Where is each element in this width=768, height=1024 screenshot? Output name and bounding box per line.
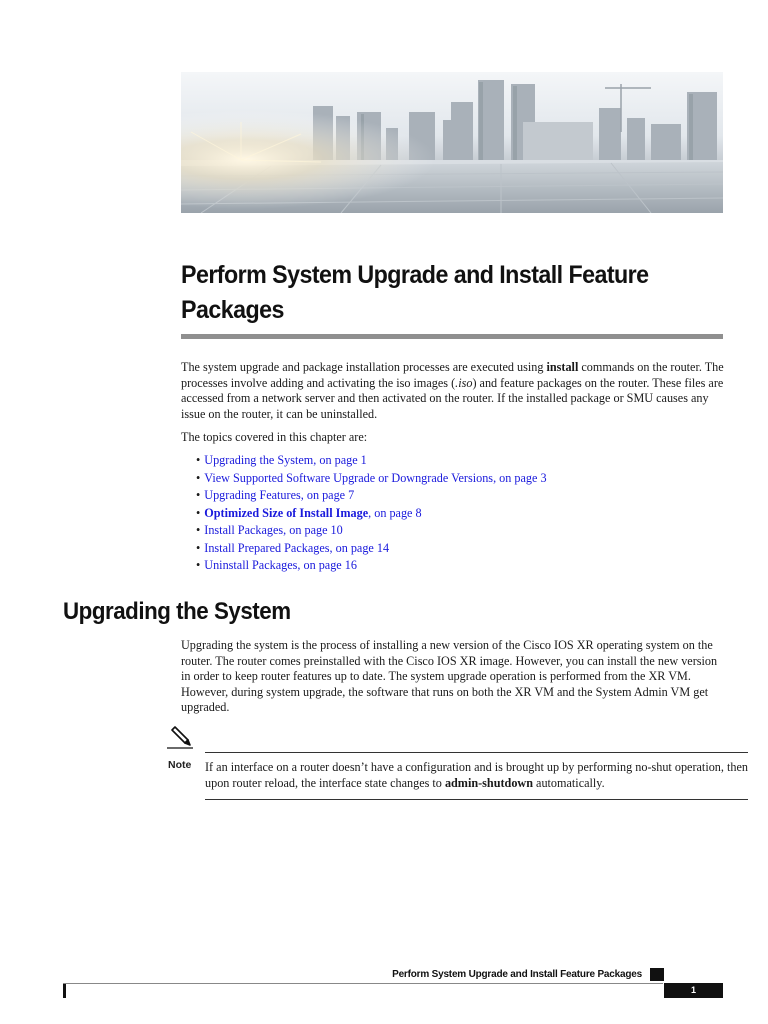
toc-link-page: , on page 8 [368,505,422,520]
bullet: • [196,505,201,520]
toc-link-label: Install Prepared Packages [204,540,330,555]
bullet: • [196,558,201,572]
toc-link-page: , on page 3 [493,470,547,485]
chapter-title: Perform System Upgrade and Install Feature Packages [181,261,649,324]
topics-lead: The topics covered in this chapter are: [181,430,368,444]
intro-italic-iso: .iso [455,375,473,390]
footer-chapter-title: Perform System Upgrade and Install Feature Packages [392,969,642,980]
toc-link-view-supported-versions[interactable] [204,471,546,485]
intro-bold-install: install [546,360,579,374]
toc-link-upgrading-system[interactable] [204,453,366,467]
intro-text-2: commands on the router. The processes involve adding and activating the iso images ( [181,360,724,390]
intro-text-3: ) and feature packages on the router. These files are accessed from a network server and then activated on the router. If the installed package or SMU causes any issue on the router, it can be uninstalled. [181,375,724,421]
note-label: Note [168,759,192,771]
footer-marker [650,968,664,981]
bullet: • [196,540,201,555]
note-bold-admin-shutdown: admin-shutdown [444,776,533,790]
bullet: • [196,453,201,467]
toc-link-label: Install Packages [204,523,284,537]
toc-link-page: , on page 14 [329,540,390,555]
footer-tick [63,984,66,998]
city-skyline-photo [181,72,723,213]
toc-link-label: Optimized Size of Install Image [204,505,369,520]
page-number: 1 [664,983,723,998]
intro-paragraph [181,360,726,422]
toc-link-page: , on page 10 [283,523,343,537]
toc-item [196,557,736,575]
note-rule-top [205,752,748,753]
toc-item [196,505,736,523]
toc-link-optimized-size[interactable] [204,506,421,520]
note-rule-bottom [205,799,748,800]
section-body: Upgrading the system is the process of installing a new version of the Cisco IOS XR operating system on the router. The router comes preinstalled with the Cisco IOS XR image. However, you can install the new version in order to keep router features up to date. The system upgrade operation is performed from the XR VM. However, during system upgrade, the software that runs on both the XR VM and the System Admin VM get upgraded. [181,638,718,714]
toc-link-upgrading-features[interactable] [204,488,354,502]
chapter-toc [196,452,736,575]
section-heading: Upgrading the System [63,598,291,625]
toc-link-uninstall-packages[interactable] [204,558,357,572]
note-text-2: automatically. [533,776,605,790]
bullet: • [196,523,201,537]
intro-text-1: The system upgrade and package installation processes are executed using [181,360,547,374]
footer-rule [63,983,663,984]
bullet: • [196,470,201,485]
toc-item [196,452,736,470]
banner-image [181,72,723,213]
toc-item [196,487,736,505]
toc-link-label: Upgrading the System [204,453,314,467]
note-text [205,759,750,791]
toc-link-label: Upgrading Features [204,488,301,502]
title-rule [181,334,723,339]
toc-link-page: , on page 7 [300,488,355,502]
toc-link-page: , on page 16 [297,558,357,572]
note-text-1: If an interface on a router doesn’t have a configuration and is brought up by performing no-shut operation, then upon router reload, the interface state changes to [205,760,748,790]
toc-link-label: View Supported Software Upgrade or Downgrade Versions [204,470,494,485]
toc-item [196,522,736,540]
pencil-icon [166,726,194,750]
toc-item [196,540,736,558]
toc-item [196,470,736,488]
toc-link-install-prepared-packages[interactable] [204,541,389,555]
toc-link-page: , on page 1 [313,453,367,467]
toc-link-label: Uninstall Packages [204,558,298,572]
toc-link-install-packages[interactable] [204,523,342,537]
bullet: • [196,488,201,502]
